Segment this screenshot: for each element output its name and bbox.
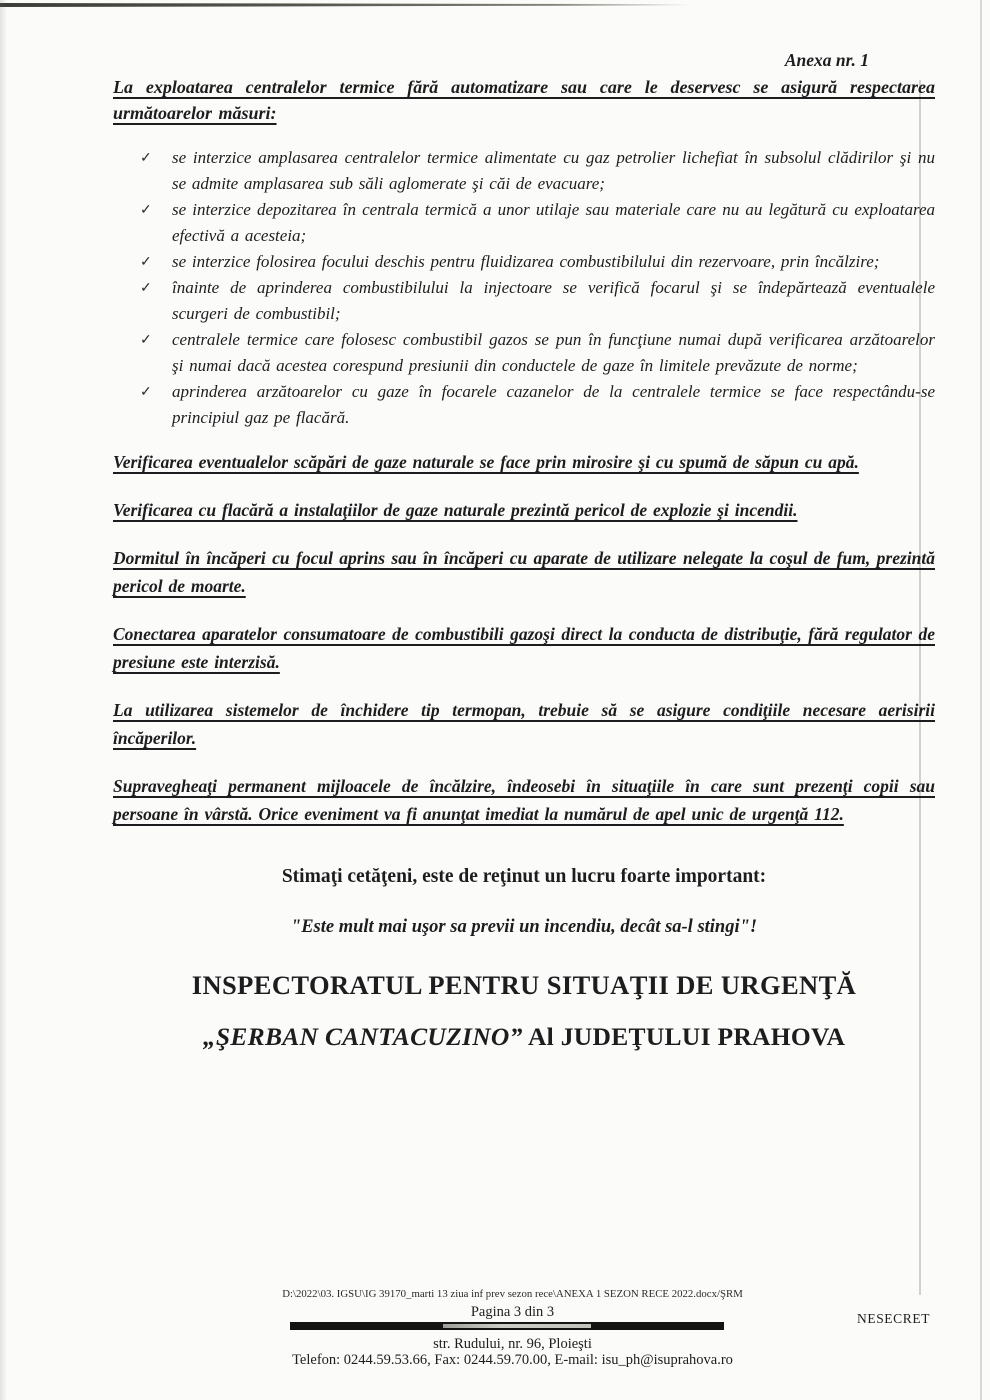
annex-label: Anexa nr. 1 xyxy=(784,50,869,70)
document-body xyxy=(113,0,935,1054)
list-item xyxy=(113,249,935,275)
measure-text: aprinderea arzătoarelor cu gaze în focarele cazanelor de la centralele termice se face respectându-se principiul gaz pe flacără. xyxy=(172,382,935,427)
checkmark-icon: ✓ xyxy=(140,255,152,270)
measure-text: centralele termice care folosesc combustibil gazos se pun în funcţiune numai după verificarea arzătoarelor şi numai dacă acestea corespund presiunii din conductele de gaze în limitele prevăzute de norme; xyxy=(172,330,935,375)
measure-text: înainte de aprinderea combustibilului la injectoare se verifică focarul şi se îndepărtează eventualele scurgeri de combustibil; xyxy=(172,278,935,323)
section-heading: La exploatarea centralelor termice fără automatizare sau care le deservesc se asigură respectarea următoarelor măsuri: xyxy=(113,77,935,123)
org-name-line1: INSPECTORATUL PENTRU SITUAŢII DE URGENŢĂ xyxy=(191,970,857,1000)
list-item xyxy=(113,197,935,249)
citizen-note: Stimaţi cetăţeni, este de reţinut un lucru foarte important: xyxy=(281,866,767,887)
checkmark-icon: ✓ xyxy=(140,203,152,218)
emphasis-paragraph: Conectarea aparatelor consumatoare de combustibili gazoşi direct la conducta de distribuţie, fără regulator de presiune este interzisă. xyxy=(113,624,935,672)
doc-path: D:\2022\03. IGSU\IG 39170_marti 13 ziua inf prev sezon rece\ANEXA 1 SEZON RECE 2022.docx/ŞRM xyxy=(282,1288,743,1300)
measure-text: se interzice folosirea focului deschis pentru fluidizarea combustibilului din rezervoare, prin încălzire; xyxy=(172,252,880,271)
contact-line: Telefon: 0244.59.53.66, Fax: 0244.59.70.00, E-mail: isu_ph@isuprahova.ro xyxy=(292,1352,733,1368)
scan-artifact-page-edge-line xyxy=(980,0,982,1400)
measure-text: se interzice amplasarea centralelor termice alimentate cu gaz petrolier lichefiat în subsolul clădirilor şi nu se admite amplasarea sub săli aglomerate şi căi de evacuare; xyxy=(172,148,935,193)
org-name-quoted: „ŞERBAN CANTACUZINO” xyxy=(202,1022,523,1051)
org-name-line2 xyxy=(113,1020,935,1054)
footer-bar-highlight xyxy=(443,1324,591,1329)
measure-text: se interzice depozitarea în centrala termică a unor utilaje sau materiale care nu au legătură cu exploatarea efectivă a acesteia; xyxy=(172,200,935,245)
checkmark-icon: ✓ xyxy=(140,333,152,348)
classification-label: NESECRET xyxy=(857,1311,931,1326)
emphasis-paragraph: Verificarea cu flacără a instalaţiilor de gaze naturale prezintă pericol de explozie şi incendii. xyxy=(113,500,798,520)
footer-bar xyxy=(290,1322,724,1330)
emphasis-paragraph: La utilizarea sistemelor de închidere tip termopan, trebuie să se asigure condiţiile necesare aerisirii încăperilor. xyxy=(113,700,935,748)
list-item xyxy=(113,145,935,197)
org-name-suffix: Al JUDEŢULUI PRAHOVA xyxy=(522,1022,846,1051)
emphasis-paragraph: Supravegheaţi permanent mijloacele de încălzire, îndeosebi în situaţiile în care sunt prezenţi copii sau persoane în vârstă. Orice eveniment va fi anunţat imediat la numărul de apel unic de urgenţă 112. xyxy=(113,776,935,824)
address-line: str. Rudului, nr. 96, Ploieşti xyxy=(433,1336,592,1352)
measure-list xyxy=(113,145,935,431)
checkmark-icon: ✓ xyxy=(140,151,152,166)
list-item xyxy=(113,327,935,379)
scan-artifact-left-shade xyxy=(0,0,7,1400)
checkmark-icon: ✓ xyxy=(140,281,152,296)
list-item xyxy=(113,379,935,431)
checkmark-icon: ✓ xyxy=(140,385,152,400)
list-item xyxy=(113,275,935,327)
emphasis-paragraph: Dormitul în încăperi cu focul aprins sau în încăperi cu aparate de utilizare nelegate la coşul de fum, prezintă pericol de moarte. xyxy=(113,548,935,596)
quote-line: "Este mult mai uşor sa previi un incendiu, decât sa-l stingi"! xyxy=(290,917,758,937)
emphasis-paragraph: Verificarea eventualelor scăpări de gaze naturale se face prin mirosire şi cu spumă de săpun cu apă. xyxy=(113,452,859,472)
page-indicator: Pagina 3 din 3 xyxy=(470,1304,555,1320)
